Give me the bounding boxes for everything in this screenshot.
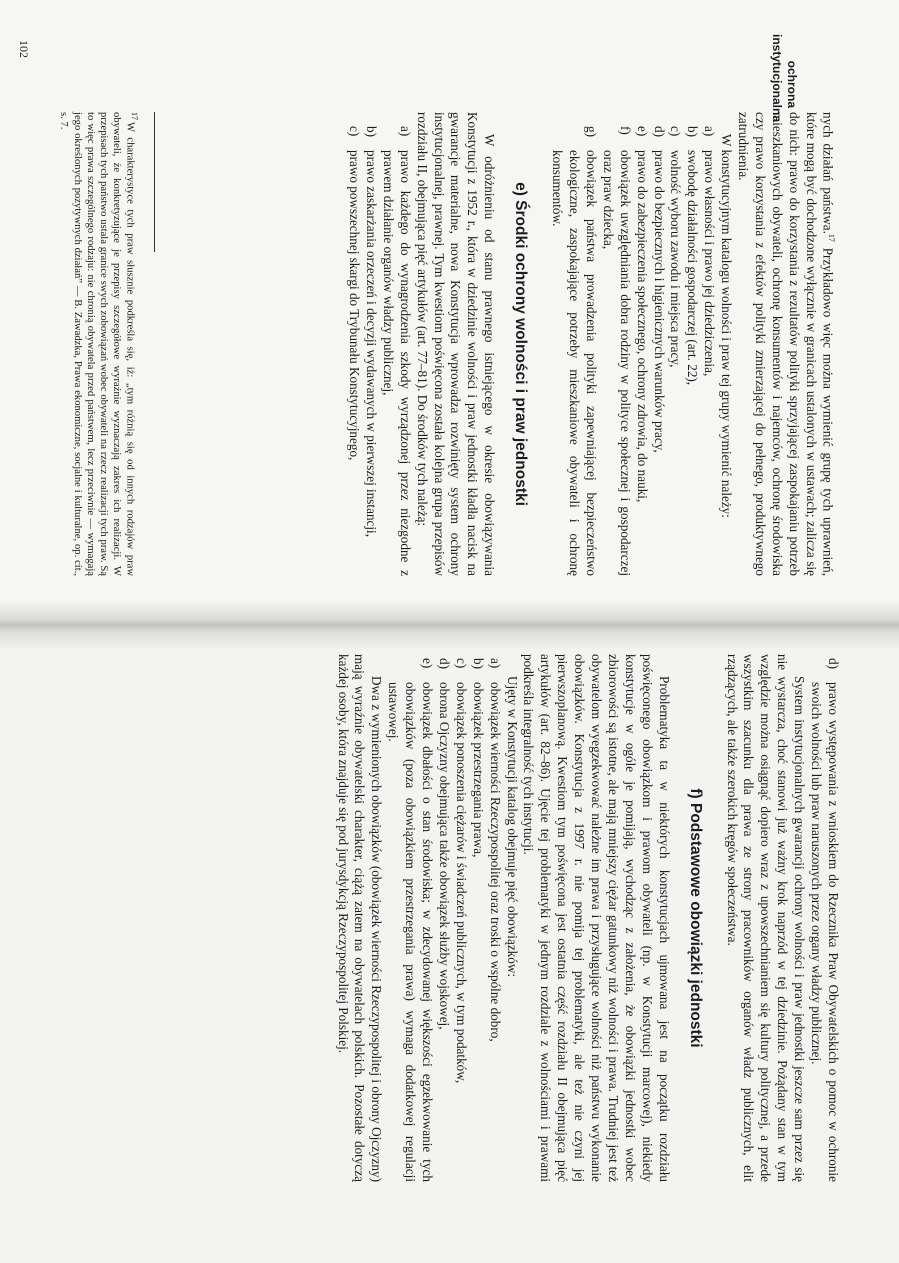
list-item bbox=[469, 654, 486, 1182]
list-item-text: obowiązek wierności Rzeczypospolitej oraz troski o wspólne dobro, bbox=[487, 682, 503, 1042]
duties-intro: Ujęty w Konstytucji katalog obejmuje pięć obowiązków: bbox=[504, 676, 520, 978]
right-text-column bbox=[334, 654, 841, 1182]
list-item-marker: d) bbox=[826, 658, 841, 669]
rights-list bbox=[548, 112, 717, 576]
list-item-text: obrona Ojczyzny obejmująca także obowiązek służby wojskowej, bbox=[436, 682, 452, 1030]
list-item-marker: e) bbox=[634, 126, 650, 137]
left-text-column bbox=[345, 112, 839, 576]
section-f-heading: f) Podstawowe obowiązki jednostki bbox=[686, 788, 704, 1048]
intro-text-cont: Przykładowo więc można wymienić grupę tych uprawnień, które mogą być dochodzone wyłącznie w granicach ustalonych w ustawach; zalicza się do nich: prawo do korzystania z rezultatów polityki sprzyjającej zaspokajaniu potrzeb mieszkaniowych obywateli, ochronę konsumentów i najemców, ochronę środowiska czy prawo korzystania z efektów polityki zmierzającej do pełnego, produktywnego zatrudnienia. bbox=[736, 112, 836, 576]
list-item bbox=[345, 112, 362, 576]
footnote-reference: 17 bbox=[827, 233, 836, 242]
list-item bbox=[384, 654, 435, 1182]
list-item-marker: a) bbox=[397, 126, 413, 137]
list-item-text: obowiązek dbałości o stan środowiska; w zdecydowanej większości egzekwowanie tych obowiązków (poza obowiązkiem przestrzegania prawa) wymaga dodatkowej regulacji ustawowej. bbox=[386, 682, 436, 1182]
list-item-text: prawo zaskarżania orzeczeń i decyzji wydawanych w pierwszej instancji, bbox=[363, 150, 379, 538]
list-item-marker: b) bbox=[470, 658, 486, 669]
list-item bbox=[486, 654, 503, 1182]
list-item bbox=[379, 112, 413, 576]
page-number: 102 bbox=[17, 40, 31, 58]
list-item bbox=[700, 112, 717, 576]
duties-list bbox=[384, 654, 502, 1182]
list-item-text: obowiązek państwa prowadzenia polityki zapewniającej bezpieczeństwo ekologiczne, zaspokajające potrzeby mieszkaniowe obywateli i ochronę konsumentów. bbox=[550, 150, 599, 576]
list-item-text: prawo występowania z wnioskiem do Rzecznika Praw Obywatelskich o pomoc w ochronie swoich wolności lub praw naruszonych przez organy władzy publicznej. bbox=[809, 682, 841, 1182]
list-item-marker: f) bbox=[617, 126, 633, 135]
list-item bbox=[599, 112, 633, 576]
intro-text: nych działań państwa. bbox=[820, 112, 836, 234]
list-item-marker: b) bbox=[363, 126, 379, 137]
list-item-marker: e) bbox=[420, 658, 436, 669]
right-page bbox=[0, 620, 899, 1263]
list-item-marker: c) bbox=[668, 126, 684, 137]
list-item-text: prawo do bezpiecznych i higienicznych warunków pracy, bbox=[651, 150, 667, 453]
means-list-continued bbox=[807, 654, 841, 1182]
list-item-text: prawo do zabezpieczenia społecznego, ochrony zdrowia, do nauki, bbox=[634, 150, 650, 503]
section-f-paragraph: Problematyka ta w niektórych konstytucjach ujmowana jest na początku rozdziału poświęconego obowiązkom i prawom obywateli (np. w Konstytucji marcowej), niekiedy konstytucje w ogóle je pomijają, wychodząc z założenia, że obowiązki jednostki wobec zbiorowości są istotne, ale mają mniejszy ciężar gatunkowy niż wolności i prawa. Trudniej jest też obywatelom wyegzekwować należne im prawa i przysługujące wolności niż państwu wykonanie obowiązków. Konstytucja z 1997 r. nie pomija tej problematyki, ale też nie czyni jej pierwszoplanową. Kwestiom tym poświęcona jest ostatnia część rozdziału II obejmująca pięć artykułów (art. 82–86). Ujęcie tej problematyki w jednym rozdziale z wolnościami i prawami podkreśla integralność tych instytucji. bbox=[521, 654, 672, 1182]
list-item-text: obowiązek przestrzegania prawa, bbox=[470, 682, 486, 858]
list-item bbox=[435, 654, 452, 1182]
list-item-text: prawo własności i prawo jej dziedziczenia, bbox=[702, 150, 718, 377]
list-item-marker: g) bbox=[583, 126, 599, 137]
list-item-marker: d) bbox=[651, 126, 667, 137]
footnote bbox=[57, 112, 141, 576]
footnote-mark: 17 bbox=[130, 112, 139, 120]
list-item-marker: a) bbox=[702, 126, 718, 137]
means-list bbox=[345, 112, 413, 576]
intro-paragraph bbox=[734, 112, 839, 576]
system-paragraph: System instytucjonalnych gwarancji ochrony wolności i praw jednostki jeszcze sam przez się nie wystarcza, choć stanowi już ważny krok naprzód w tej dziedzinie. Pożądany stan w tym względzie można osiągnąć dopiero wraz z upowszechnianiem się kultury politycznej, a przede wszystkim szacunku dla prawa ze strony pracowników organów władz publicznych, elit rządzących, ale także szerokich kręgów społeczeństwa. bbox=[724, 654, 808, 1182]
list-item-text: prawo powszechnej skargi do Trybunału Konstytucyjnego, bbox=[347, 150, 363, 461]
list-item bbox=[667, 112, 684, 576]
closing-paragraph: Dwa z wymienionych obowiązków (obowiązek wierności Rzeczypospolitej i obrony Ojczyzny) mają wyraźnie obywatelski charakter, ciążą zatem na obywatelach polskich. Pozostałe dotyczą każdej osoby, która znajduje się pod jurysdykcją Rzeczypospolitej Polskiej. bbox=[335, 654, 385, 1182]
list-item-marker: b) bbox=[685, 126, 701, 137]
list-item bbox=[633, 112, 650, 576]
list-item-text: obowiązek ponoszenia ciężarów i świadczeń publicznych, w tym podatków, bbox=[453, 682, 469, 1084]
list-item-text: prawo każdego do wynagrodzenia szkody wyrządzonej przez niezgodne z prawem działanie organów władzy publicznej, bbox=[380, 150, 413, 576]
list-item-text: wolność wyboru zawodu i miejsca pracy, bbox=[668, 150, 684, 368]
footnote-rule bbox=[154, 112, 155, 252]
list-item bbox=[452, 654, 469, 1182]
catalog-paragraph: W konstytucyjnym katalogu wolności i praw tej grupy wymienić należy: bbox=[719, 134, 735, 518]
list-item bbox=[362, 112, 379, 576]
book-gutter bbox=[0, 600, 899, 650]
list-item-text: obowiązek uwzględniania dobra rodziny w polityce społecznej i gospodarczej oraz praw dziecka, bbox=[600, 150, 633, 576]
section-e-paragraph: W odróżnieniu od stanu prawnego istniejącego w okresie obowiązywania Konstytucji z 1952 r., która w dziedzinie wolności i praw jednostki kładła nacisk na gwarancje materialne, nowa Konstytucja wprowadza rozwinięty system ochrony instytucjonalnej, prawnej. Tym kwestiom poświęcona została kolejna grupa przepisów rozdziału II, obejmująca pięć artykułów (art. 77–81). Do środków tych należą: bbox=[414, 112, 498, 576]
list-item-marker: a) bbox=[487, 658, 503, 669]
list-item-marker: d) bbox=[436, 658, 452, 669]
list-item bbox=[548, 112, 599, 576]
left-page bbox=[0, 0, 899, 620]
margin-note: ochrona instytucjonalna bbox=[770, 34, 799, 123]
section-e-heading: e) Środki ochrony wolności i praw jednostki bbox=[512, 182, 530, 506]
list-item bbox=[807, 654, 841, 1182]
footnote-text: W charakterystyce tych praw słusznie podkreśla się, iż: „tym różnią się od innych rodzajów praw obywateli, że konkretyzujące je przepisy szczegółowe wyraźnie wyznaczają zakres ich realizacji. W przepisach tych państwo ustala granice swych zobowiązań wobec obywateli na rzecz realizacji tych praw. Są to więc prawa szczególnego rodzaju: nie chronią obywatela przed państwem, lecz przeciwnie — wymagają jego określonych pozytywnych działań” — B. Zawadzka, Prawa ekonomiczne, socjalne i kulturalne, op. cit., s. 7. bbox=[58, 112, 136, 576]
list-item-marker: c) bbox=[453, 658, 469, 669]
list-item-text: swobodę działalności gospodarczej (art. 22), bbox=[685, 150, 701, 386]
list-item bbox=[683, 112, 700, 576]
list-item bbox=[650, 112, 667, 576]
list-item-marker: c) bbox=[347, 126, 363, 137]
